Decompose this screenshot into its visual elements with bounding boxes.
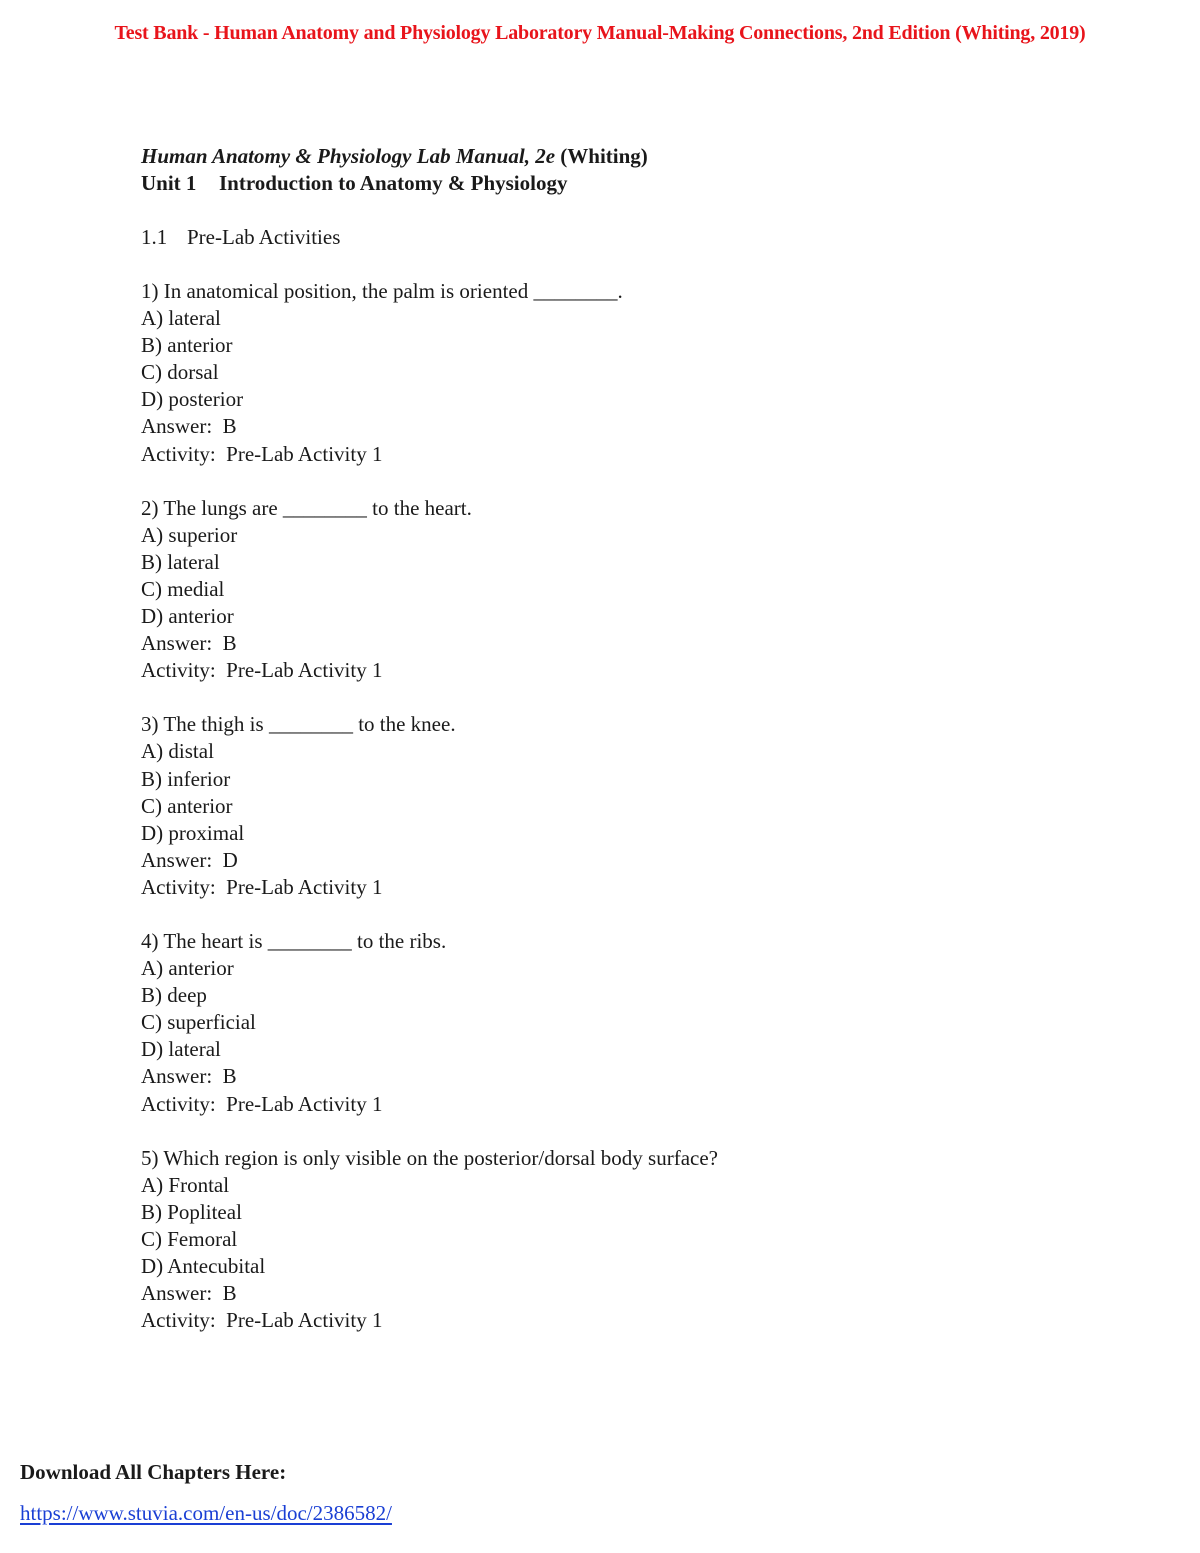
question-4 xyxy=(141,928,1141,1118)
download-link[interactable]: https://www.stuvia.com/en-us/doc/2386582/ xyxy=(20,1501,392,1525)
option-d: D) posterior xyxy=(141,387,244,412)
option-c: C) superficial xyxy=(141,1010,256,1035)
download-footer xyxy=(20,1458,1180,1527)
document-body xyxy=(141,143,1141,1334)
option-a: A) anterior xyxy=(141,956,234,981)
activity: Activity: Pre-Lab Activity 1 xyxy=(141,1091,383,1116)
answer: Answer: B xyxy=(141,1281,237,1306)
option-b: B) Popliteal xyxy=(141,1199,242,1224)
section-title: Pre-Lab Activities xyxy=(187,225,341,249)
option-c: C) dorsal xyxy=(141,360,219,385)
option-b: B) anterior xyxy=(141,333,233,358)
option-a: A) lateral xyxy=(141,306,221,331)
question-stem: 2) The lungs are ________ to the heart. xyxy=(141,495,472,520)
answer: Answer: B xyxy=(141,631,237,656)
question-stem: 4) The heart is ________ to the ribs. xyxy=(141,928,447,953)
option-b: B) lateral xyxy=(141,549,220,574)
banner-title: Test Bank - Human Anatomy and Physiology Laboratory Manual-Making Connections, 2nd Edition (Whiting, 2019) xyxy=(114,22,1086,44)
option-b: B) inferior xyxy=(141,766,231,791)
download-heading: Download All Chapters Here: xyxy=(20,1460,287,1484)
question-1 xyxy=(141,278,1141,468)
option-d: D) anterior xyxy=(141,604,234,629)
activity: Activity: Pre-Lab Activity 1 xyxy=(141,874,383,899)
unit-title xyxy=(141,170,1141,197)
question-stem: 3) The thigh is ________ to the knee. xyxy=(141,712,456,737)
option-c: C) anterior xyxy=(141,793,233,818)
activity: Activity: Pre-Lab Activity 1 xyxy=(141,441,383,466)
unit-number: Unit 1 xyxy=(141,171,197,195)
option-d: D) Antecubital xyxy=(141,1254,266,1278)
question-stem: 5) Which region is only visible on the posterior/dorsal body surface? xyxy=(141,1145,718,1170)
activity: Activity: Pre-Lab Activity 1 xyxy=(141,658,383,683)
question-2 xyxy=(141,495,1141,685)
option-b: B) deep xyxy=(141,983,207,1008)
answer: Answer: D xyxy=(141,847,238,872)
option-c: C) medial xyxy=(141,576,225,601)
question-3 xyxy=(141,711,1141,901)
option-a: A) Frontal xyxy=(141,1172,230,1197)
option-c: C) Femoral xyxy=(141,1226,238,1251)
option-a: A) distal xyxy=(141,739,214,764)
question-stem: 1) In anatomical position, the palm is oriented ________. xyxy=(141,279,623,303)
answer: Answer: B xyxy=(141,1064,237,1089)
unit-name: Introduction to Anatomy & Physiology xyxy=(219,171,568,195)
book-title-author: (Whiting) xyxy=(555,144,648,168)
book-title-italic: Human Anatomy & Physiology Lab Manual, 2e xyxy=(141,144,556,168)
book-title xyxy=(141,143,1141,170)
question-5 xyxy=(141,1145,1141,1335)
section-number: 1.1 xyxy=(141,225,168,249)
answer: Answer: B xyxy=(141,414,237,439)
section-heading xyxy=(141,224,1141,251)
option-d: D) proximal xyxy=(141,820,245,845)
option-d: D) lateral xyxy=(141,1037,221,1062)
option-a: A) superior xyxy=(141,522,238,547)
activity: Activity: Pre-Lab Activity 1 xyxy=(141,1308,383,1333)
